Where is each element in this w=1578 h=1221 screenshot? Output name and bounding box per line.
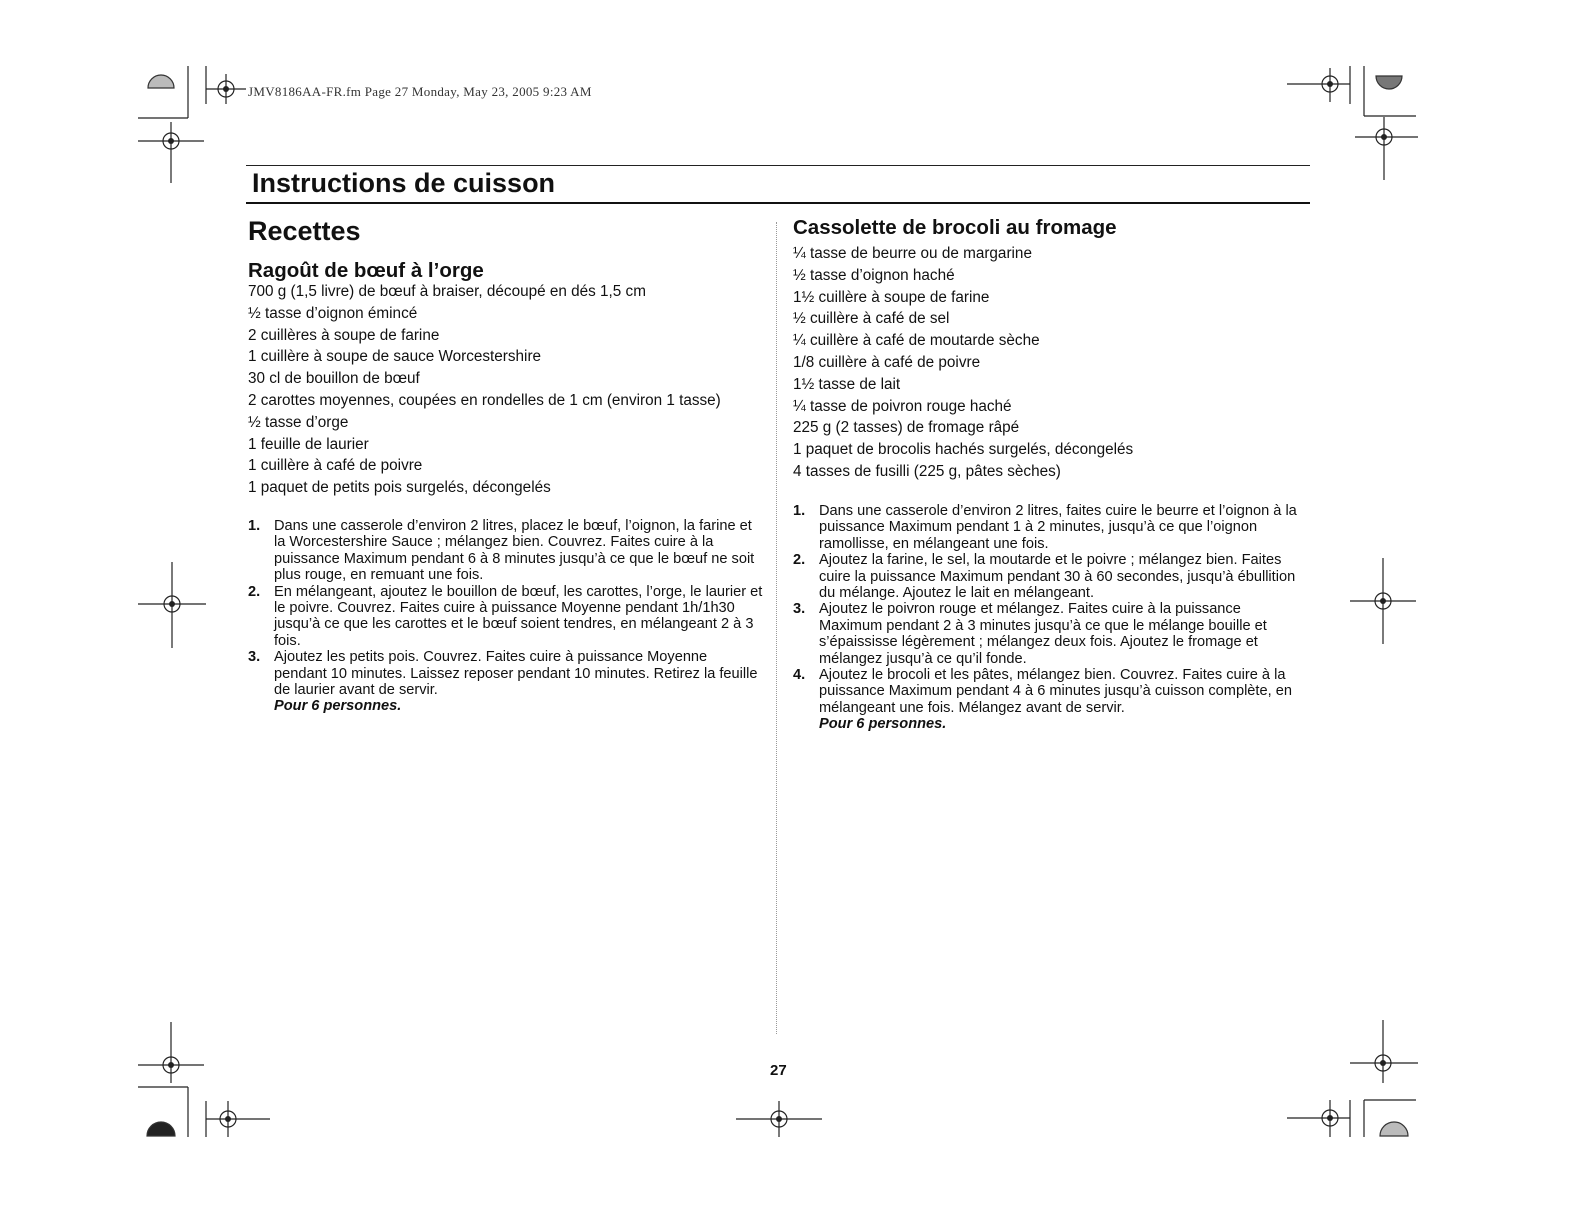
- step-text: Ajoutez le poivron rouge et mélangez. Faites cuire à la puissance Maximum pendant 2 à 3 minutes jusqu’à ce que le mélange bouille et s’épaississe légèrement ; mélangez deux fois. Ajoutez le fromage et mélangez jusqu’à ce qu’il fonde.: [819, 601, 1267, 667]
- ingredient-item: 1 cuillère à café de poivre: [248, 457, 423, 475]
- section-title: Instructions de cuisson: [252, 168, 556, 198]
- instructions: [793, 503, 1308, 733]
- ingredient-item: 30 cl de bouillon de bœuf: [248, 370, 420, 388]
- recipe-title: Ragoût de bœuf à l’orge: [248, 259, 484, 282]
- ingredient-item: 225 g (2 tasses) de fromage râpé: [793, 419, 1020, 437]
- ingredient-item: 1½ tasse de lait: [793, 375, 901, 393]
- serving-note: Pour 6 personnes.: [274, 698, 402, 715]
- step-number: 2.: [248, 583, 261, 600]
- step-text: En mélangeant, ajoutez le bouillon de bœuf, les carottes, l’orge, le laurier et le poivre. Couvrez. Faites cuire à puissance Moyenne pendant 1h/1h30 jusqu’à ce que les carottes et le bœuf soient tendres, en mélangeant 2 à 3 fois.: [274, 583, 763, 649]
- step-item: [793, 601, 1308, 667]
- step-item: [248, 649, 763, 698]
- ingredient-item: 1 paquet de brocolis hachés surgelés, décongelés: [793, 441, 1134, 459]
- step-number: 2.: [793, 552, 806, 569]
- crosshair-icon: [1350, 1020, 1418, 1083]
- step-text: Ajoutez les petits pois. Couvrez. Faites cuire à puissance Moyenne pendant 10 minutes. Laissez reposer pendant 10 minutes. Retirez la feuille de laurier avant de servir.: [274, 649, 758, 699]
- step-number: 1.: [793, 503, 806, 519]
- bottom-rule: [246, 202, 1310, 204]
- step-item: [793, 667, 1308, 716]
- step-item: [793, 552, 1308, 601]
- ingredient-item: 2 cuillères à soupe de farine: [248, 326, 440, 344]
- file-header: JMV8186AA-FR.fm Page 27 Monday, May 23, 2005 9:23 AM: [248, 84, 592, 99]
- column-divider: [776, 222, 777, 1034]
- step-number: 4.: [793, 667, 806, 684]
- step-item: [248, 518, 763, 584]
- crosshair-icon: [1287, 1100, 1350, 1137]
- step-number: 3.: [793, 601, 806, 618]
- step-text: Ajoutez la farine, le sel, la moutarde et le poivre ; mélangez bien. Faites cuire la puissance Maximum pendant 30 à 60 secondes, jusqu’à ébullition du mélange. Ajoutez le lait en mélangeant.: [819, 552, 1296, 602]
- ingredient-item: ½ tasse d’orge: [248, 413, 349, 431]
- step-text: Ajoutez le brocoli et les pâtes, mélangez bien. Couvrez. Faites cuire à la puissance Maximum pendant 4 à 6 minutes jusqu’à cuisson complète, en mélangeant une fois. Mélangez avant de servir.: [819, 667, 1292, 716]
- step-item: [248, 584, 763, 650]
- step-item: [793, 503, 1308, 552]
- ingredient-item: 1½ cuillère à soupe de farine: [793, 288, 990, 306]
- ingredient-list: [793, 243, 1133, 483]
- step-number: 3.: [248, 649, 261, 666]
- crosshair-icon: [138, 122, 204, 183]
- instructions: [248, 518, 763, 715]
- recipe-title: Cassolette de brocoli au fromage: [793, 216, 1117, 239]
- ingredient-item: ½ tasse d’oignon émincé: [248, 304, 418, 322]
- ingredient-item: 1 cuillère à soupe de sauce Worcestershire: [248, 348, 542, 366]
- serving-note: Pour 6 personnes.: [819, 716, 947, 733]
- ingredient-item: 700 g (1,5 livre) de bœuf à braiser, découpé en dés 1,5 cm: [248, 283, 646, 300]
- ingredient-list: [248, 281, 721, 499]
- step-text: Dans une casserole d’environ 2 litres, placez le bœuf, l’oignon, la farine et la Worcestershire Sauce ; mélangez bien. Couvrez. Faites cuire à la puissance Maximum pendant 6 à 8 minutes jusqu’à ce que le bœuf ne soit plus rouge, en remuant une fois.: [274, 518, 755, 584]
- top-rule: [246, 165, 1310, 166]
- crosshair-icon: [206, 1101, 270, 1137]
- ingredient-item: 1/8 cuillère à café de poivre: [793, 353, 981, 371]
- page-number: 27: [770, 1062, 787, 1079]
- ingredient-item: 2 carottes moyennes, coupées en rondelles de 1 cm (environ 1 tasse): [248, 391, 721, 409]
- crosshair-icon: [1355, 117, 1418, 180]
- step-list: [793, 503, 1308, 716]
- ingredient-item: ½ cuillère à café de sel: [793, 310, 950, 328]
- step-number: 1.: [248, 518, 261, 534]
- page-heading: Recettes: [248, 216, 361, 246]
- ingredient-item: ¼ tasse de poivron rouge haché: [793, 397, 1012, 415]
- step-list: [248, 518, 763, 698]
- ingredient-item: ¼ tasse de beurre ou de margarine: [793, 245, 1032, 262]
- crosshair-icon: [138, 1022, 204, 1083]
- ingredient-item: 1 feuille de laurier: [248, 435, 369, 453]
- ingredient-item: 1 paquet de petits pois surgelés, décongelés: [248, 479, 551, 497]
- step-text: Dans une casserole d’environ 2 litres, faites cuire le beurre et l’oignon à la puissance Maximum pendant 1 à 2 minutes, jusqu’à ce que l’oignon ramollisse, en mélangeant une fois.: [819, 503, 1297, 552]
- ingredient-item: 4 tasses de fusilli (225 g, pâtes sèches): [793, 462, 1061, 480]
- ingredient-item: ¼ cuillère à café de moutarde sèche: [793, 332, 1040, 350]
- ingredient-item: ½ tasse d’oignon haché: [793, 266, 955, 284]
- crosshair-icon: [1287, 68, 1350, 102]
